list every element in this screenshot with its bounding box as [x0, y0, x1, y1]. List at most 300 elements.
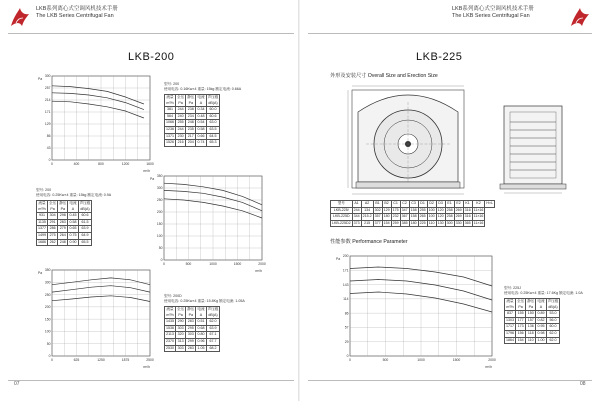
table-cell: 316: [463, 214, 472, 221]
table-cell: 63.5: [206, 126, 220, 133]
table-cell: 215: [361, 220, 373, 227]
column-header: [37, 201, 48, 213]
x-tick-label: 625: [73, 358, 80, 362]
y-tick-label: 129: [44, 122, 51, 127]
spec-detail: 使用电容: 0.25Kw×4 重量: 15kg 额定电流: 0.9A: [36, 192, 112, 197]
table-cell: 130: [436, 220, 445, 227]
table-cell: 377: [373, 220, 382, 227]
dragon-logo-icon: [568, 6, 592, 30]
y-tick-label: 214: [44, 98, 51, 103]
column-header-line: 静压: [187, 307, 195, 311]
column-header-line: Pa: [50, 206, 55, 211]
column-header: 型号: [331, 201, 353, 208]
y-tick-label: 200: [44, 305, 51, 310]
table-cell: 158: [409, 214, 418, 221]
page-number: 08: [580, 381, 586, 387]
column-header: A2: [361, 201, 373, 208]
x-tick-label: 0: [51, 162, 53, 166]
table-cell: 65.5: [78, 239, 92, 246]
table-cell: 64.5: [206, 133, 220, 140]
table-cell: 60.0: [206, 107, 220, 114]
table-cell: 347: [400, 207, 409, 214]
table-cell: 120: [436, 214, 445, 221]
table-cell: 381: [165, 107, 176, 114]
column-header: [526, 299, 536, 311]
left-header: [36, 6, 118, 20]
y-tick-label: 200: [156, 210, 163, 215]
table-header-row: [165, 307, 220, 319]
table-cell: 264: [58, 232, 68, 239]
right-page: [300, 0, 600, 401]
table-cell: 0.48: [196, 113, 206, 120]
footer-rule: [308, 380, 592, 381]
spec-model: 型号: 200: [164, 82, 180, 86]
table-header-row: [37, 201, 92, 213]
header-cn-title: LKB系列离心式空调风机技术手册: [452, 6, 534, 12]
table-cell: 385: [400, 220, 409, 227]
table-cell: 0.89: [536, 311, 546, 318]
y-tick-label: 250: [44, 292, 51, 297]
table-row: [165, 133, 220, 140]
table-cell: 0.96: [196, 338, 206, 345]
x-tick-label: 1000: [417, 358, 425, 362]
dimension-table: [330, 200, 495, 227]
column-header: [206, 307, 220, 319]
dragon-logo-icon: [8, 6, 32, 30]
table-cell: 313: [176, 338, 186, 345]
header-rule: [308, 33, 592, 34]
table-row: [505, 324, 560, 331]
column-header: B1: [373, 201, 382, 208]
column-header-line: 静压: [187, 95, 195, 99]
column-header: [196, 95, 206, 107]
x-tick-label: 2000: [488, 358, 496, 362]
spec-model: 型号: 200: [36, 188, 52, 192]
column-header: C2: [400, 201, 409, 208]
table-cell: 269: [454, 207, 463, 214]
table-cell: 265: [418, 214, 427, 221]
chart-block-right: [334, 252, 496, 370]
x-tick-label: 500: [185, 262, 192, 266]
table-cell: 234: [186, 113, 196, 120]
spec-detail: 使用电容: 0.25Kw×4 重量: 15.8Kg 额定电流: 1.05A: [164, 298, 245, 303]
x-axis-label: m³/h: [485, 365, 492, 369]
table-cell: 150: [526, 311, 536, 318]
column-header: K2: [472, 201, 485, 208]
table-cell: 154: [382, 220, 391, 227]
page-number: 07: [14, 381, 20, 387]
table-row: [37, 226, 92, 233]
y-tick-label: 300: [156, 186, 163, 191]
series-line: [52, 101, 144, 118]
table-cell: 134: [361, 207, 373, 214]
column-header-line: Pa: [528, 304, 533, 309]
column-header: [176, 307, 186, 319]
y-tick-label: 150: [156, 222, 163, 227]
table-cell: LKB-225D2: [331, 220, 353, 227]
table-cell: 299: [186, 338, 196, 345]
column-header-line: m³/h: [166, 312, 174, 317]
table-cell: 1686: [37, 239, 48, 246]
table-cell: 215.2: [361, 214, 373, 221]
y-tick-label: 300: [44, 74, 51, 79]
table-row: [37, 239, 92, 246]
column-header-line: m³/h: [38, 206, 46, 211]
table-cell: 157: [526, 317, 536, 324]
x-tick-label: 800: [98, 162, 104, 166]
table-cell: 110: [526, 337, 536, 344]
table-cell: 64.9: [78, 232, 92, 239]
y-tick-label: 100: [44, 329, 51, 334]
table-cell: 225: [418, 220, 427, 227]
table-row: [165, 107, 220, 114]
table-cell: 136: [526, 324, 536, 331]
table-cell: 303: [176, 325, 186, 332]
table-cell: 291: [48, 219, 58, 226]
y-tick-label: 86: [46, 134, 51, 139]
table-cell: 158: [409, 207, 418, 214]
table-cell: 62.0: [546, 337, 560, 344]
x-tick-label: 1000: [209, 262, 217, 266]
column-header: [186, 95, 196, 107]
y-tick-label: 171: [44, 110, 51, 115]
table-row: [165, 345, 220, 352]
table-cell: 244: [176, 107, 186, 114]
table-cell: 1499: [37, 232, 48, 239]
chart-block-3: [36, 266, 154, 370]
header-en-title: The LKB Series Centrifugal Fan: [36, 13, 114, 19]
x-tick-label: 1600: [146, 162, 154, 166]
table-cell: 1.05: [196, 345, 206, 352]
table-cell: 1796: [505, 330, 516, 337]
y-tick-label: 57: [344, 325, 349, 330]
column-header-line: A: [539, 304, 543, 309]
table-cell: 61.5: [78, 219, 92, 226]
column-header: [176, 95, 186, 107]
y-tick-label: 86: [344, 311, 349, 316]
table-cell: 302: [373, 207, 382, 214]
table-header-row: [165, 95, 220, 107]
series-line: [52, 86, 144, 104]
table-cell: 0.34: [196, 107, 206, 114]
table-row: [165, 332, 220, 339]
spec-model: 型号: 225J: [504, 286, 521, 290]
spec-block-1: [164, 82, 241, 147]
column-header: [78, 201, 92, 213]
table-cell: 63.9: [206, 325, 220, 332]
table-cell: 65.3: [206, 140, 220, 147]
table-cell: 244: [176, 126, 186, 133]
table-cell: 244: [352, 207, 361, 214]
table-header-row: [505, 299, 560, 311]
chart-block-1: [36, 72, 154, 174]
table-cell: 1536: [165, 325, 176, 332]
table-cell: 0.74: [196, 140, 206, 147]
table-cell: 365: [463, 220, 472, 227]
chart-block-2: [148, 172, 266, 274]
column-header-line: 电流: [69, 201, 77, 205]
table-cell: 275: [48, 232, 58, 239]
column-header: [165, 95, 176, 107]
table-cell: 1303: [505, 317, 516, 324]
table-cell: LKB-225D: [331, 214, 353, 221]
performance-table-2: [36, 200, 92, 246]
spec-detail: 使用电容: 0.16Kw×4 重量: 15kg 额定电流: 0.66A: [164, 86, 242, 91]
y-tick-label: 171: [342, 268, 349, 273]
table-row: [165, 140, 220, 147]
table-cell: 1135: [37, 219, 48, 226]
column-header-line: 流量: [166, 95, 174, 99]
x-tick-label: 400: [73, 162, 80, 166]
table-cell: 230: [176, 133, 186, 140]
footer-rule: [8, 380, 294, 381]
y-axis-label: Pa: [150, 177, 155, 181]
column-header-line: 全压: [517, 299, 525, 303]
column-header: [516, 299, 526, 311]
table-cell: 0.51: [196, 319, 206, 326]
y-tick-label: 257: [44, 86, 51, 91]
table-cell: 262: [48, 239, 58, 246]
table-cell: 0.80: [196, 332, 206, 339]
table-cell: 60.0: [546, 324, 560, 331]
table-cell: 60.6: [78, 213, 92, 220]
table-cell: 0.95: [536, 324, 546, 331]
x-tick-label: 1200: [121, 162, 130, 166]
table-cell: 0.58: [196, 126, 206, 133]
table-cell: 0.98: [536, 330, 546, 337]
dimension-section-title: 外形及安装尺寸 Overall Size and Erection Size: [330, 73, 438, 79]
y-tick-label: 0: [160, 258, 163, 263]
column-header-line: 电流: [197, 307, 205, 311]
table-row: [165, 113, 220, 120]
front-view-drawing: [340, 82, 476, 198]
table-cell: 1377: [37, 226, 48, 233]
table-cell: 298: [58, 213, 68, 220]
table-row: [505, 330, 560, 337]
column-header-line: 声压级: [547, 299, 559, 303]
column-header-line: 全压: [49, 201, 57, 205]
table-cell: 120: [436, 207, 445, 214]
column-header-line: 电流: [197, 95, 205, 99]
table-cell: 177: [516, 317, 526, 324]
y-tick-label: 0: [346, 354, 349, 359]
y-tick-label: 300: [44, 280, 51, 285]
table-cell: 1066: [165, 120, 176, 127]
table-cell: 248: [186, 120, 196, 127]
table-cell: 283: [58, 219, 68, 226]
table-cell: 2370: [165, 338, 176, 345]
table-cell: 217: [186, 133, 196, 140]
column-header: [68, 201, 78, 213]
column-header-line: 静压: [59, 201, 67, 205]
table-cell: 283: [186, 319, 196, 326]
x-axis-label: m³/h: [255, 269, 262, 273]
table-cell: 216: [176, 140, 186, 147]
column-header: [505, 299, 516, 311]
table-cell: 62.0: [206, 319, 220, 326]
table-cell: 320: [176, 332, 186, 339]
table-cell: 1236: [165, 126, 176, 133]
table-cell: 931: [37, 213, 48, 220]
table-cell: 269: [454, 214, 463, 221]
x-tick-label: 500: [382, 358, 389, 362]
header-en-title: The LKB Series Centrifugal Fan: [452, 13, 530, 19]
x-tick-label: 0: [163, 262, 165, 266]
spec-block-right: [504, 286, 583, 344]
table-cell: 0.58: [68, 219, 78, 226]
table-cell: 0.90: [68, 239, 78, 246]
column-header-line: 声压级: [207, 307, 219, 311]
column-header-line: A: [199, 100, 203, 105]
table-cell: LKB-225/: [331, 207, 353, 214]
table-cell: 367: [400, 214, 409, 221]
column-header: [546, 299, 560, 311]
column-header-line: dB(A): [208, 312, 218, 317]
column-header-line: m³/h: [166, 100, 174, 105]
y-tick-label: 350: [156, 174, 163, 179]
table-cell: 1526: [165, 140, 176, 147]
table-cell: 316: [463, 207, 472, 214]
table-cell: 180: [382, 214, 391, 221]
column-header-line: Pa: [188, 312, 193, 317]
y-tick-label: 43: [46, 146, 51, 151]
y-axis-label: Pa: [336, 257, 341, 261]
column-header-line: m³/h: [506, 304, 514, 309]
column-header: [58, 201, 68, 213]
table-cell: 344: [352, 214, 361, 221]
table-cell: 11×16: [472, 220, 485, 227]
column-header: [206, 95, 220, 107]
y-axis-label: Pa: [38, 271, 43, 275]
column-header-line: 流量: [38, 201, 46, 205]
table-cell: 0.65: [68, 226, 78, 233]
table-cell: 258: [445, 207, 454, 214]
column-header: D3: [436, 201, 445, 208]
column-header-line: dB(A): [80, 206, 90, 211]
column-header: D2: [427, 201, 436, 208]
table-cell: 0.54: [196, 120, 206, 127]
column-header-line: Pa: [518, 304, 523, 309]
table-cell: 0.45: [68, 213, 78, 220]
table-cell: 63.0: [206, 120, 220, 127]
column-header-line: A: [71, 206, 75, 211]
y-tick-label: 50: [158, 246, 163, 251]
table-cell: 110: [427, 220, 436, 227]
spec-detail: 使用电容: 0.25Kw×4 重量: 17.6Kg 额定电流: 1.0A: [504, 290, 583, 295]
table-cell: 129: [382, 207, 391, 214]
model-title: LKB-200: [128, 51, 175, 63]
x-tick-label: 0: [349, 358, 351, 362]
x-tick-label: 2000: [258, 262, 266, 266]
column-header: C3: [409, 201, 418, 208]
table-cell: 53.0: [546, 311, 560, 318]
table-cell: 63.9: [78, 226, 92, 233]
table-cell: 303: [176, 345, 186, 352]
table-row: [165, 319, 220, 326]
column-header-line: 流量: [506, 299, 514, 303]
y-tick-label: 100: [156, 234, 163, 239]
column-header-line: 声压级: [79, 201, 91, 205]
table-cell: 255: [176, 120, 186, 127]
column-header-line: 流量: [166, 307, 174, 311]
table-cell: 67.7: [206, 338, 220, 345]
table-cell: 279: [58, 226, 68, 233]
table-cell: 303: [186, 332, 196, 339]
x-tick-label: 1500: [452, 358, 461, 362]
table-cell: 290: [176, 319, 186, 326]
table-cell: 1717: [505, 324, 516, 331]
table-row: [331, 214, 495, 221]
table-cell: 0.66: [196, 133, 206, 140]
column-header: B2: [382, 201, 391, 208]
table-row: [505, 317, 560, 324]
x-tick-label: 1250: [97, 358, 105, 362]
table-cell: 304: [48, 213, 58, 220]
table-cell: 373: [352, 220, 361, 227]
table-row: [37, 232, 92, 239]
column-header-line: 全压: [177, 95, 185, 99]
table-cell: 259: [391, 220, 400, 227]
column-header-line: 静压: [527, 299, 535, 303]
y-tick-label: 143: [342, 282, 349, 287]
spec-model: 型号: 200D: [164, 294, 182, 298]
header-cn-title: LKB系列离心式空调风机技术手册: [36, 6, 118, 12]
table-row: [331, 220, 495, 227]
y-tick-label: 0: [48, 158, 51, 163]
table-cell: 0.82: [536, 317, 546, 324]
y-tick-label: 114: [343, 297, 349, 302]
right-header: [452, 6, 534, 20]
table-cell: 100: [427, 214, 436, 221]
table-row: [165, 126, 220, 133]
table-cell: 68.2: [206, 345, 220, 352]
table-cell: 564: [165, 113, 176, 120]
column-header: H×L: [485, 201, 495, 208]
column-header: C1: [391, 201, 400, 208]
table-cell: 330: [454, 220, 463, 227]
table-row: [37, 213, 92, 220]
column-header-line: Pa: [178, 100, 183, 105]
column-header: K1: [463, 201, 472, 208]
x-tick-label: 1875: [121, 358, 130, 362]
table-cell: 837: [505, 311, 516, 318]
table-row: [505, 337, 560, 344]
performance-table-right: [504, 298, 560, 344]
table-cell: 357: [373, 214, 382, 221]
spec-block-2: [36, 188, 111, 246]
column-header: [536, 299, 546, 311]
side-view-drawing: [496, 100, 570, 196]
performance-table-1: [164, 94, 220, 147]
y-tick-label: 350: [44, 268, 51, 273]
column-header: E1: [445, 201, 454, 208]
series-line: [52, 93, 144, 110]
y-tick-label: 29: [344, 339, 349, 344]
column-header-line: Pa: [60, 206, 65, 211]
table-cell: 248: [58, 239, 68, 246]
column-header: D1: [418, 201, 427, 208]
table-cell: 235: [186, 126, 196, 133]
table-cell: 204: [186, 140, 196, 147]
table-cell: 1371: [165, 133, 176, 140]
performance-section-title: 性能参数 Performance Parameter: [330, 239, 408, 245]
table-cell: 283: [186, 345, 196, 352]
y-tick-label: 150: [44, 317, 51, 322]
y-tick-label: 200: [342, 254, 349, 259]
table-row: [37, 219, 92, 226]
table-cell: 255: [418, 207, 427, 214]
table-cell: 232: [391, 214, 400, 221]
